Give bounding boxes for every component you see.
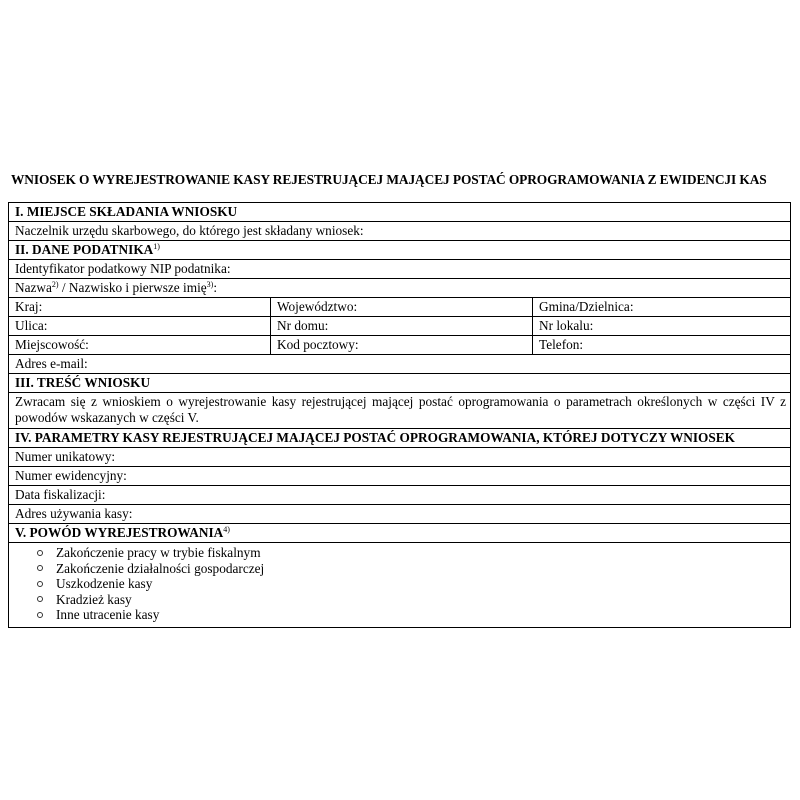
footnote-4: 4) — [223, 525, 230, 534]
country-label: Kraj: — [15, 299, 43, 314]
radio-circle-icon[interactable] — [37, 565, 43, 571]
nip-field[interactable] — [9, 260, 790, 279]
reason-option[interactable] — [37, 561, 790, 577]
deregistration-form — [8, 202, 791, 628]
form-title: WNIOSEK O WYREJESTROWANIE KASY REJESTRUJĄCEJ MAJĄCEJ POSTAĆ OPROGRAMOWANIA Z EWIDENCJI KAS — [11, 172, 767, 187]
address-row-1 — [9, 298, 790, 317]
usage-address-label: Adres używania kasy: — [15, 506, 133, 521]
apartment-number-field[interactable] — [533, 317, 790, 335]
section-5-header — [9, 524, 790, 543]
reason-option[interactable] — [37, 592, 790, 608]
reason-option[interactable] — [37, 607, 790, 623]
fiscal-date-label: Data fiskalizacji: — [15, 487, 106, 502]
footnote-1: 1) — [153, 242, 160, 251]
radio-circle-icon[interactable] — [37, 550, 43, 556]
unique-number-field[interactable] — [9, 448, 790, 467]
tax-office-field[interactable] — [9, 222, 790, 241]
phone-field[interactable] — [533, 336, 790, 354]
street-field[interactable] — [9, 317, 271, 335]
radio-circle-icon[interactable] — [37, 596, 43, 602]
reason-label: Uszkodzenie kasy — [56, 576, 153, 591]
unique-number-label: Numer unikatowy: — [15, 449, 116, 464]
postcode-field[interactable] — [271, 336, 533, 354]
surname-label: / Nazwisko i pierwsze imię — [58, 280, 207, 295]
registry-number-field[interactable] — [9, 467, 790, 486]
nip-label: Identyfikator podatkowy NIP podatnika: — [15, 261, 231, 276]
footnote-2: 2) — [51, 280, 59, 289]
section-3-header: III. TREŚĆ WNIOSKU — [9, 374, 790, 393]
phone-label: Telefon: — [539, 337, 584, 352]
email-label: Adres e-mail: — [15, 356, 88, 371]
commune-field[interactable] — [533, 298, 790, 316]
section-1-header: I. MIEJSCE SKŁADANIA WNIOSKU — [9, 203, 790, 222]
voivodeship-field[interactable] — [271, 298, 533, 316]
voivodeship-label: Województwo: — [277, 299, 358, 314]
house-number-label: Nr domu: — [277, 318, 329, 333]
name-label: Nazwa — [15, 280, 52, 295]
section-2-header — [9, 241, 790, 260]
section-4-header: IV. PARAMETRY KASY REJESTRUJĄCEJ MAJĄCEJ POSTAĆ OPROGRAMOWANIA, KTÓREJ DOTYCZY WNIOSEK — [9, 429, 790, 448]
radio-circle-icon[interactable] — [37, 612, 43, 618]
radio-circle-icon[interactable] — [37, 581, 43, 587]
reason-label: Kradzież kasy — [56, 591, 132, 607]
footnote-3: 3) — [206, 280, 214, 289]
city-label: Miejscowość: — [15, 337, 89, 352]
address-row-2 — [9, 317, 790, 336]
tax-office-label: Naczelnik urzędu skarbowego, do którego jest składany wniosek: — [15, 223, 364, 238]
city-field[interactable] — [9, 336, 271, 354]
registry-number-label: Numer ewidencyjny: — [15, 468, 127, 483]
request-body: Zwracam się z wnioskiem o wyrejestrowanie kasy rejestrującej mającej postać oprogramowania o parametrach określonych w części IV z powodów wskazanych w części V. — [9, 393, 790, 429]
reason-list — [9, 543, 790, 627]
usage-address-field[interactable] — [9, 505, 790, 524]
section-5-title: V. POWÓD WYREJESTROWANIA — [15, 525, 224, 540]
address-row-3 — [9, 336, 790, 355]
house-number-field[interactable] — [271, 317, 533, 335]
reason-option[interactable] — [37, 545, 790, 561]
section-2-title: II. DANE PODATNIKA — [15, 242, 154, 257]
country-field[interactable] — [9, 298, 271, 316]
reason-label: Zakończenie działalności gospodarczej — [56, 560, 265, 576]
postcode-label: Kod pocztowy: — [277, 337, 359, 352]
reason-label: Zakończenie pracy w trybie fiskalnym — [56, 545, 261, 560]
apartment-number-label: Nr lokalu: — [539, 318, 594, 333]
commune-label: Gmina/Dzielnica: — [539, 299, 634, 314]
reason-option[interactable] — [37, 576, 790, 592]
fiscal-date-field[interactable] — [9, 486, 790, 505]
reason-label: Inne utracenie kasy — [56, 607, 160, 622]
email-field[interactable] — [9, 355, 790, 374]
name-colon: : — [213, 280, 218, 295]
street-label: Ulica: — [15, 318, 48, 333]
name-field[interactable] — [9, 279, 790, 298]
